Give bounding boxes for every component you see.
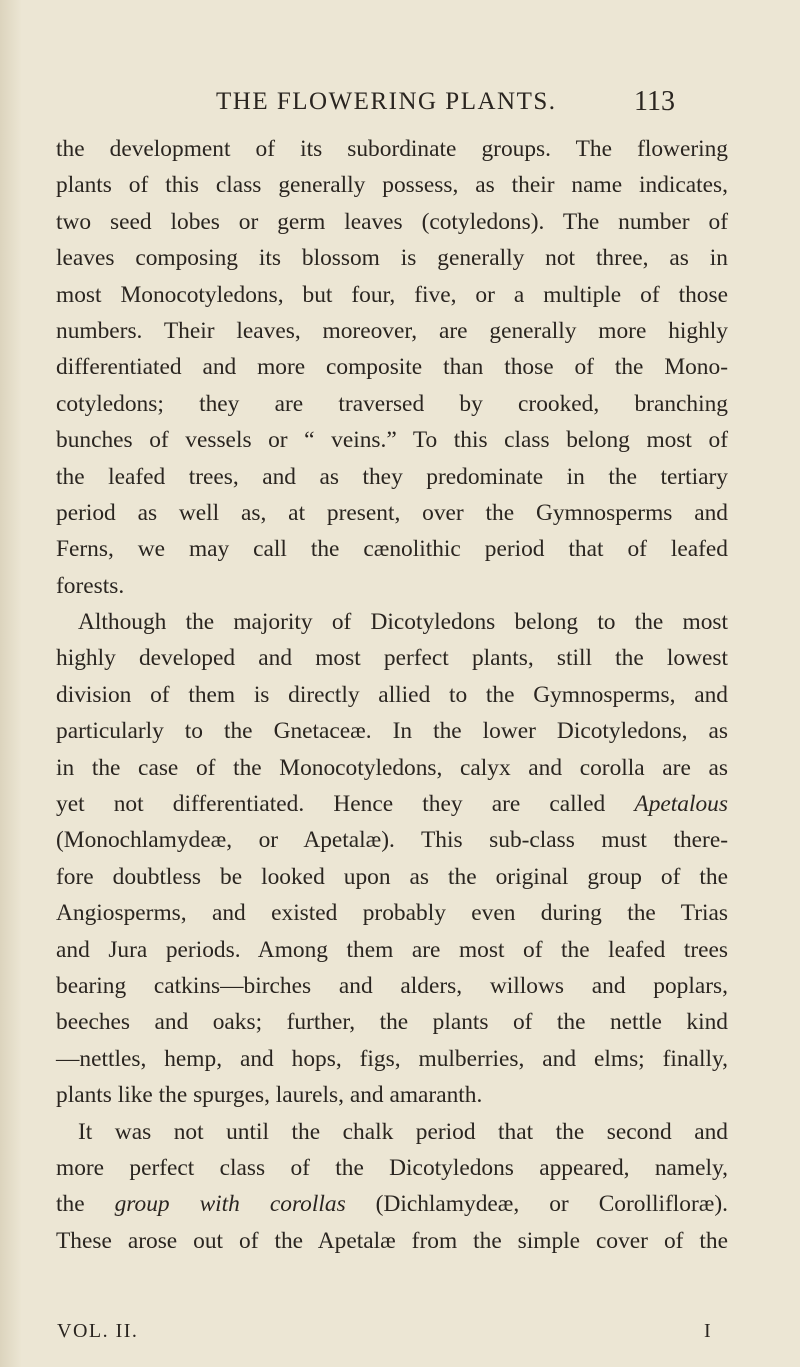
volume-signature: VOL. II. [57, 1320, 139, 1342]
text-line: two seed lobes or germ leaves (cotyledons). The number of [56, 208, 728, 235]
text-line: highly developed and most perfect plants, still the lowest [56, 645, 728, 672]
text-line: bearing catkins—birches and alders, willows and poplars, [56, 972, 728, 999]
text-line: Ferns, we may call the cænolithic period that of leafed [56, 536, 728, 563]
text-line: Angiosperms, and existed probably even during the Trias [56, 900, 728, 927]
text-line: beeches and oaks; further, the plants of the nettle kind [56, 1009, 728, 1036]
running-title: THE FLOWERING PLANTS. [216, 88, 557, 115]
signature-line [56, 1313, 728, 1349]
running-head [0, 82, 800, 122]
body-text [56, 131, 728, 1259]
text-line: in the case of the Monocotyledons, calyx and corolla are as [56, 754, 728, 781]
text-line: plants like the spurges, laurels, and amaranth. [56, 1082, 483, 1109]
text-line: forests. [56, 572, 125, 599]
italic-term-group-with-corollas: group with corollas [114, 1191, 346, 1218]
text-line: cotyledons; they are traversed by crooked, branching [56, 390, 728, 417]
text-line: —nettles, hemp, and hops, figs, mulberries, and elms; finally, [56, 1045, 728, 1072]
text-line: plants of this class generally possess, as their name indicates, [56, 172, 728, 199]
text-line: particularly to the Gnetaceæ. In the lower Dicotyledons, as [56, 718, 728, 745]
text-line: fore doubtless be looked upon as the original group of the [56, 863, 728, 890]
text-line: the development of its subordinate groups. The flowering [56, 136, 728, 162]
text-line: bunches of vessels or “ veins.” To this class belong most of [56, 427, 728, 454]
text-line: It was not until the chalk period that the second and [78, 1118, 728, 1145]
text-line: numbers. Their leaves, moreover, are generally more highly [56, 317, 728, 344]
text-line: period as well as, at present, over the Gymnosperms and [56, 499, 728, 526]
text-line: (Monochlamydeæ, or Apetalæ). This sub-class must there- [56, 827, 728, 854]
text-segment: the [56, 1191, 85, 1218]
signature-mark: I [704, 1320, 711, 1342]
text-line: leaves composing its blossom is generally not three, as in [56, 245, 728, 272]
text-line: the leafed trees, and as they predominate in the tertiary [56, 463, 728, 490]
text-line [56, 1186, 728, 1222]
text-line: and Jura periods. Among them are most of the leafed trees [56, 936, 728, 963]
text-line: most Monocotyledons, but four, five, or a multiple of those [56, 281, 728, 308]
text-line: Although the majority of Dicotyledons belong to the most [78, 609, 728, 636]
text-line: These arose out of the Apetalæ from the simple cover of the [56, 1227, 728, 1254]
italic-term-apetalous: Apetalous [634, 791, 728, 818]
text-line: differentiated and more composite than those of the Mono- [56, 354, 728, 381]
text-segment: yet not differentiated. Hence they are called [56, 791, 606, 818]
text-line: more perfect class of the Dicotyledons appeared, namely, [56, 1154, 728, 1181]
page-number: 113 [634, 86, 675, 117]
text-line: division of them is directly allied to the Gymnosperms, and [56, 681, 728, 708]
text-line [56, 786, 728, 822]
text-segment: (Dichlamydeæ, or Corollifloræ). [375, 1191, 728, 1218]
page-edge-shadow [0, 0, 22, 1367]
